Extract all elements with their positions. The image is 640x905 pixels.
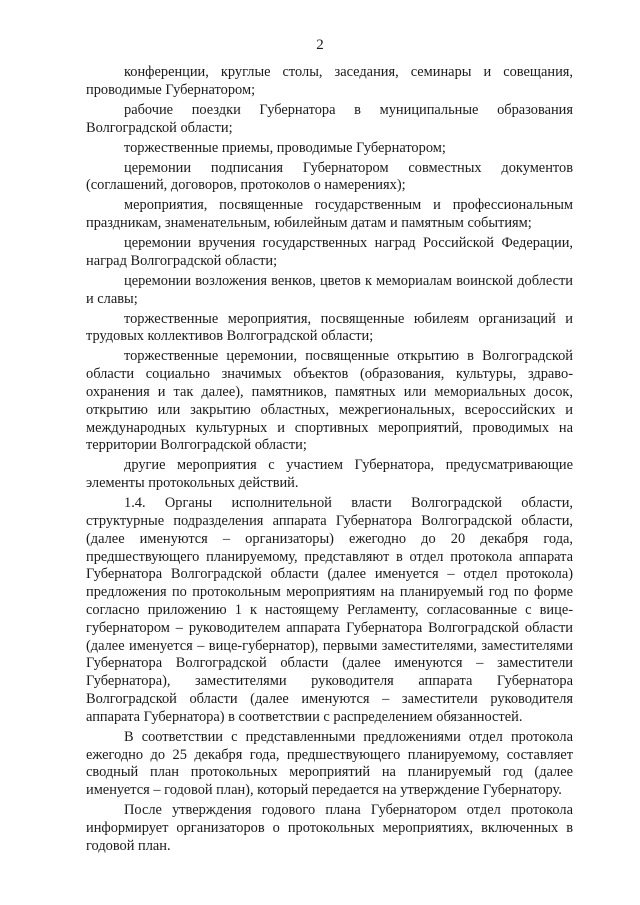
page-number: 2: [316, 37, 324, 53]
paragraph-section-1-4: 1.4. Органы исполнительной власти Волгоградской области, структурные подразделения аппарата Губернатора Волгоградской области, (далее именуются – организаторы) ежегодно до 20 декабря года, предшествующего планируемому, представляют в отдел протокола аппарата Губернатора Волгоградской области (далее именуется – отдел протокола) предложения по протокольным мероприятиям на планируемый год по форме согласно приложению 1 к настоящему Регламенту, согласованные с вице-губернатором – руководителем аппарата Губернатора Волгоградской области (далее именуется – вице-губернатор), первыми заместителями, заместителями Губернатора Волгоградской области (далее именуются – заместители Губернатора), заместителями руководителя аппарата Губернатора Волгоградской области (далее именуются – заместители руководителя аппарата Губернатора) в соответствии с распределением обязанностей.: [86, 495, 573, 725]
paragraph-opening-ceremonies: торжественные церемонии, посвященные открытию в Волгоградской области социально значимых объектов (образования, культуры, здраво-охранения и так далее), памятников, памятных или мемориальных досок, открытию или закрытию областных, межрегиональных, всероссийских и международных культурных и спортивных мероприятий, проводимых на территории Волгоградской области;: [86, 348, 573, 454]
document-body: [86, 64, 573, 858]
paragraph-award-ceremonies: церемонии вручения государственных наград Российской Федерации, наград Волгоградской области;: [86, 235, 573, 269]
paragraph-work-trips: рабочие поездки Губернатора в муниципальные образования Волгоградской области;: [86, 101, 573, 136]
paragraph-other-events: другие мероприятия с участием Губернатора, предусматривающие элементы протокольных действий.: [86, 457, 573, 492]
paragraph-signing-ceremonies: церемонии подписания Губернатором совместных документов (соглашений, договоров, протоколов о намерениях);: [86, 159, 573, 194]
paragraph-receptions: торжественные приемы, проводимые Губернатором;: [124, 139, 446, 156]
paragraph-annual-plan: В соответствии с представленными предложениями отдел протокола ежегодно до 25 декабря года, предшествующего планируемому, составляет сводный план протокольных мероприятий на планируемый год (далее именуется – годовой план), который передается на утверждение Губернатору.: [86, 728, 573, 799]
paragraph-anniversary-events: торжественные мероприятия, посвященные юбилеям организаций и трудовых коллективов Волгоградской области;: [86, 310, 573, 345]
paragraph-conferences: конференции, круглые столы, заседания, семинары и совещания, проводимые Губернатором;: [86, 64, 573, 98]
paragraph-wreath-laying: церемонии возложения венков, цветов к мемориалам воинской доблести и славы;: [86, 272, 573, 307]
paragraph-plan-approval: После утверждения годового плана Губернатором отдел протокола информирует организаторов о протокольных мероприятиях, включенных в годовой план.: [86, 802, 573, 854]
paragraph-holiday-events: мероприятия, посвященные государственным и профессиональным праздникам, знаменательным, юбилейным датам и памятным событиям;: [86, 197, 573, 232]
